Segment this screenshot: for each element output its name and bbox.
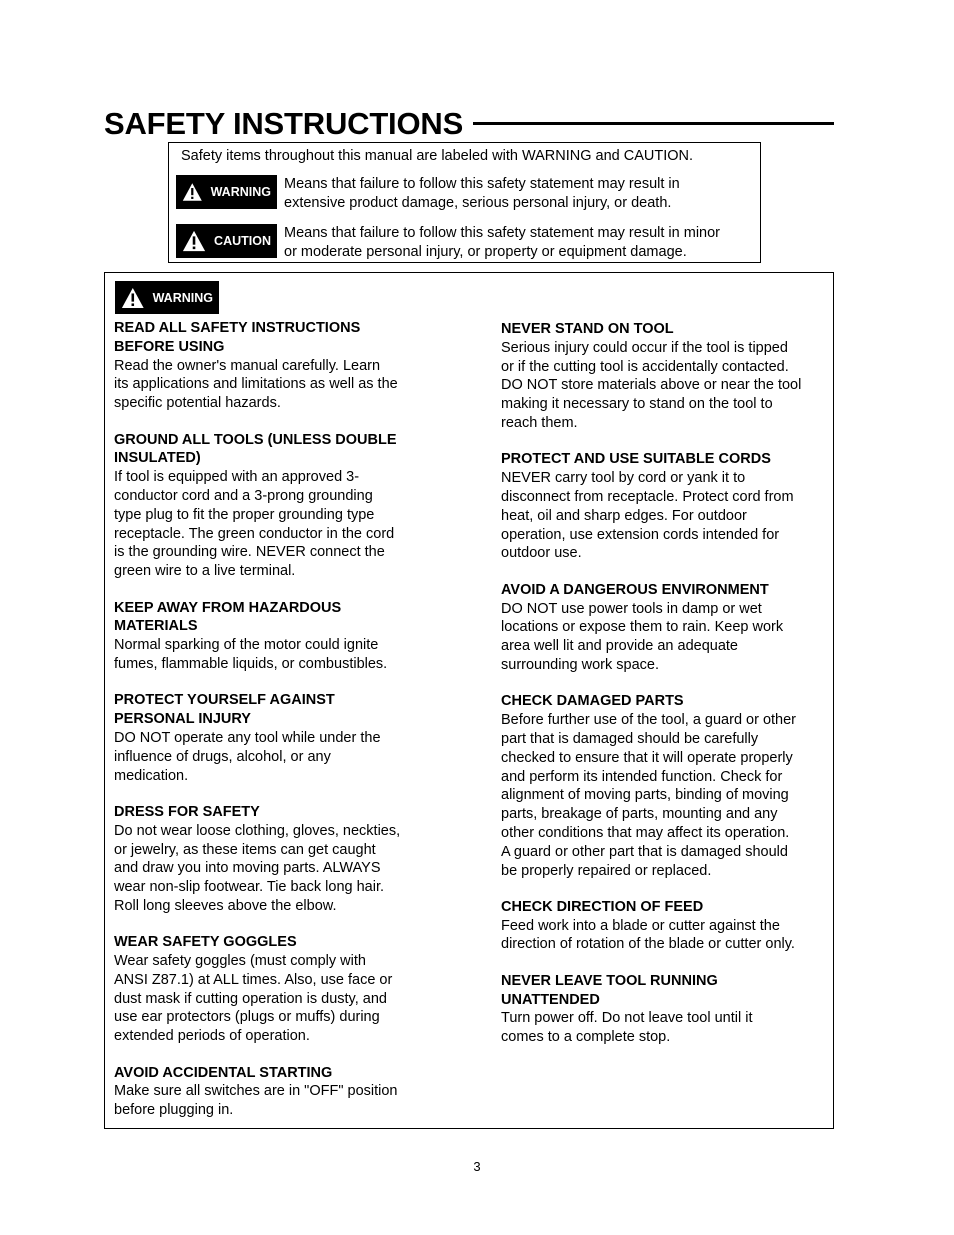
- main-warning-badge-wrap: [115, 281, 219, 315]
- instruction-section: [114, 803, 444, 916]
- instruction-section: [114, 691, 444, 785]
- warning-instructions-box: [104, 272, 834, 1129]
- section-body: DO NOT use power tools in damp or wet locations or expose them to rain. Keep work area well lit and provide an adequate surrounding work space.: [501, 600, 784, 673]
- section-body: If tool is equipped with an approved 3- conductor cord and a 3-prong grounding type plug to fit the proper grounding type receptacle. The green conductor in the cord is the grounding wire. NEVER connect the green wire to a live terminal.: [114, 469, 395, 580]
- instruction-section: [501, 320, 831, 433]
- legend-warning-row: [176, 175, 680, 211]
- section-body: Wear safety goggles (must comply with ANSI Z87.1) at ALL times. Also, use face or dust mask if cutting operation is dusty, and use ear protectors (plugs or muffs) during extended periods of operation.: [114, 953, 393, 1045]
- section-title: CHECK DIRECTION OF FEED: [501, 898, 704, 915]
- section-title: READ ALL SAFETY INSTRUCTIONS BEFORE USING: [114, 320, 361, 355]
- page-title-row: [104, 104, 834, 144]
- instruction-section: [114, 431, 444, 581]
- instruction-section: [114, 599, 444, 674]
- section-title: KEEP AWAY FROM HAZARDOUS MATERIALS: [114, 599, 342, 635]
- instruction-section: [501, 898, 831, 954]
- section-body: Do not wear loose clothing, gloves, neckties, or jewelry, as these items can get caught and draw you into moving parts. ALWAYS wear non-slip footwear. Tie back long hair. Roll long sleeves above the elbow.: [114, 822, 401, 914]
- warning-badge: [176, 175, 277, 209]
- instruction-section: [501, 972, 831, 1047]
- section-body: DO NOT operate any tool while under the influence of drugs, alcohol, or any medication.: [114, 729, 381, 784]
- section-body: Serious injury could occur if the tool is tipped or if the cutting tool is accidentally contacted. DO NOT store materials above or near the tool making it necessary to stand on the tool to reach them.: [501, 339, 802, 431]
- instruction-section: [501, 692, 831, 880]
- main-warning-badge: [115, 281, 219, 314]
- warning-badge-label: WARNING: [210, 185, 271, 199]
- section-body: Normal sparking of the motor could ignite fumes, flammable liquids, or combustibles.: [114, 637, 388, 672]
- warning-triangle-icon: [182, 180, 203, 204]
- warning-definition: [284, 175, 764, 213]
- section-title: PROTECT YOURSELF AGAINST PERSONAL INJURY: [114, 692, 335, 728]
- section-title: CHECK DAMAGED PARTS: [501, 693, 684, 710]
- section-body: NEVER carry tool by cord or yank it to disconnect from receptacle. Protect cord from heat, oil and sharp edges. For outdoor operation, use extension cords intended for outdoor use.: [501, 470, 794, 562]
- section-body: Turn power off. Do not leave tool until it comes to a complete stop.: [501, 1010, 753, 1046]
- legend-intro: Safety items throughout this manual are labeled with WARNING and CAUTION.: [181, 148, 694, 164]
- section-title: WEAR SAFETY GOGGLES: [114, 934, 297, 951]
- page-title: SAFETY INSTRUCTIONS: [104, 106, 464, 141]
- title-rule: [473, 122, 834, 125]
- instruction-section: [501, 581, 831, 675]
- instruction-section: [114, 1064, 444, 1120]
- instruction-section: [114, 319, 444, 413]
- instruction-section: [114, 933, 444, 1046]
- warning-definition-text: Means that failure to follow this safety statement may result in extensive product damage, serious personal injury, or death.: [284, 176, 680, 211]
- caution-definition-text: Means that failure to follow this safety statement may result in minor or moderate personal injury, or property or equipment damage.: [284, 225, 720, 260]
- section-title: DRESS FOR SAFETY: [114, 803, 260, 820]
- safety-legend-box: [168, 142, 761, 263]
- section-body: Make sure all switches are in "OFF" position before plugging in.: [114, 1083, 398, 1119]
- legend-caution-row: [176, 224, 720, 260]
- caution-badge: [176, 224, 277, 258]
- section-title: GROUND ALL TOOLS (UNLESS DOUBLE INSULATED): [114, 431, 397, 467]
- section-title: AVOID ACCIDENTAL STARTING: [114, 1064, 333, 1081]
- warning-triangle-icon: [121, 286, 145, 310]
- section-title: AVOID A DANGEROUS ENVIRONMENT: [501, 581, 769, 598]
- caution-triangle-icon: [182, 229, 206, 253]
- right-column: [501, 320, 831, 1065]
- section-body: Before further use of the tool, a guard or other part that is damaged should be carefully checked to ensure that it will operate properly and perform its intended function. Check for alignment of moving parts, binding of moving parts, breakage of parts, mounting and any other conditions that may affect its operation. A guard or other part that is damaged should be properly repaired or replaced.: [501, 712, 797, 879]
- caution-badge-label: CAUTION: [214, 234, 271, 248]
- section-title: PROTECT AND USE SUITABLE CORDS: [501, 451, 771, 468]
- section-title: NEVER LEAVE TOOL RUNNING UNATTENDED: [501, 972, 718, 1008]
- page-number: 3: [473, 1159, 481, 1174]
- instruction-section: [501, 450, 831, 563]
- section-title: NEVER STAND ON TOOL: [501, 321, 674, 337]
- section-body: Feed work into a blade or cutter against the direction of rotation of the blade or cutter only.: [501, 917, 795, 953]
- main-warning-badge-label: WARNING: [152, 290, 213, 305]
- section-body: Read the owner's manual carefully. Learn its applications and limitations as well as the specific potential hazards.: [114, 357, 398, 412]
- left-column: [114, 319, 444, 1138]
- caution-definition: [284, 224, 764, 262]
